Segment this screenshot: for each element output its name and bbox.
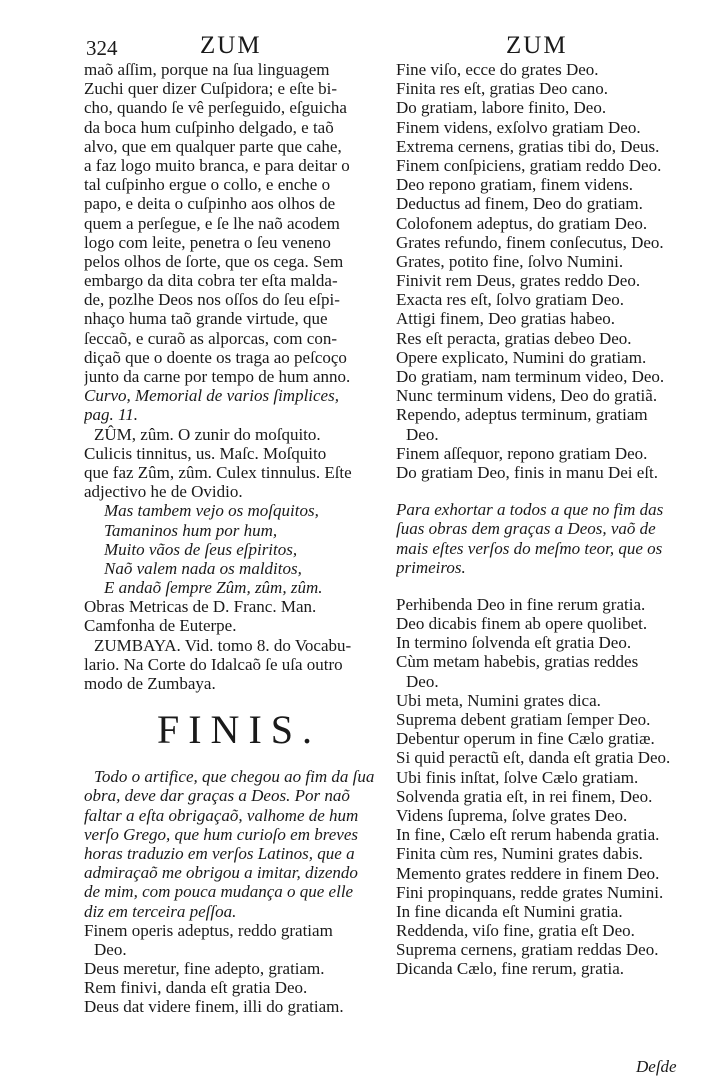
latin-line: Extrema cernens, gratias tibi do, Deus. xyxy=(396,136,660,156)
catchword: Deſde xyxy=(636,1057,677,1076)
latin-line: Suprema debent gratiam ſemper Deo. xyxy=(396,710,651,729)
latin-line: Finita res eſt, gratias Deo cano. xyxy=(396,79,608,99)
verse-source xyxy=(84,597,394,635)
latin-line: Perhibenda Deo in fine rerum gratia. xyxy=(396,594,646,614)
latin-verses-b xyxy=(396,595,682,979)
latin-line: Suprema cernens, gratiam reddas Deo. xyxy=(396,940,659,960)
latin-line: Finita cùm res, Numini grates dabis. xyxy=(396,844,643,864)
latin-line: Dicanda Cælo, fine rerum, gratia. xyxy=(396,959,625,979)
latin-line: Cùm metam habebis, gratias reddes xyxy=(396,652,639,672)
latin-verses-left xyxy=(84,921,394,1017)
text-line: horas traduzio em verſos Latinos, que a xyxy=(84,843,355,863)
latin-line: In fine dicanda eſt Numini gratia. xyxy=(396,901,623,921)
text-line: da boca hum cuſpinho delgado, e taõ xyxy=(84,117,334,137)
latin-line: Grates refundo, finem conſecutus, Deo. xyxy=(396,232,664,252)
latin-line: In termino ſolvenda eſt gratia Deo. xyxy=(396,633,632,653)
citation-line: Curvo, Memorial de varios ſimplices, xyxy=(84,386,339,406)
entry-headword-line: ZUMBAYA. Vid. tomo 8. do Vocabu- xyxy=(94,635,352,655)
latin-line: Deductus ad finem, Deo do gratiam. xyxy=(396,194,643,214)
text-line: Culicis tinnitus, us. Maſc. Moſquito xyxy=(84,443,327,463)
latin-line: Exacta res eſt, ſolvo gratiam Deo. xyxy=(396,290,624,310)
text-line: adjectivo he de Ovidio. xyxy=(84,482,243,502)
latin-line: Si quid peractũ eſt, danda eſt gratia Deo. xyxy=(396,748,671,768)
latin-line: Colofonem adeptus, do gratiam Deo. xyxy=(396,213,648,233)
entry-headword-line: ZÛM, zûm. O zunir do moſquito. xyxy=(94,424,321,444)
text-line: obra, deve dar graças a Deos. Por naõ xyxy=(84,786,350,806)
latin-line: Ubi finis inſtat, ſolve Cælo gratiam. xyxy=(396,767,639,787)
text-line: admiraçaõ me obrigou a imitar, dizendo xyxy=(84,863,358,883)
text-line: lario. Na Corte do Idalcaõ ſe uſa outro xyxy=(84,654,343,674)
running-head-right: ZUM xyxy=(506,32,568,59)
latin-line: Deus dat videre finem, illi do gratiam. xyxy=(84,997,344,1017)
zuchi-entry xyxy=(84,60,394,425)
latin-line: Deo repono gratiam, finem videns. xyxy=(396,175,633,195)
finis-intro xyxy=(84,767,394,921)
latin-line: Finem operis adeptus, reddo gratiam xyxy=(84,920,333,940)
finis-title: FINIS. xyxy=(156,707,322,753)
text-line: modo de Zumbaya. xyxy=(84,674,216,693)
latin-line: Videns ſuprema, ſolve grates Deo. xyxy=(396,805,628,825)
text-line: Obras Metricas de D. Franc. Man. xyxy=(84,597,317,617)
latin-line: Attigi finem, Deo gratias habeo. xyxy=(396,309,616,329)
latin-line: Rependo, adeptus terminum, gratiam xyxy=(396,405,648,425)
latin-verses-a xyxy=(396,60,682,482)
latin-line: Deus meretur, fine adepto, gratiam. xyxy=(84,959,325,979)
latin-line: Nunc terminum videns, Deo do gratiã. xyxy=(396,386,658,406)
latin-line: Finem videns, exſolvo gratiam Deo. xyxy=(396,117,641,137)
text-line: diçaõ que o doente os traga ao peſcoço xyxy=(84,347,347,367)
latin-line: Opere explicato, Numini do gratiam. xyxy=(396,347,647,367)
text-line: logo com leite, penetra o ſeu veneno xyxy=(84,232,331,252)
text-line: faltar a eſta obrigaçaõ, valhome de hum xyxy=(84,805,359,825)
zum-entry xyxy=(84,425,394,502)
latin-line: Deo. xyxy=(406,671,439,691)
latin-line: Grates, potito fine, ſolvo Numini. xyxy=(396,251,624,271)
exhortation xyxy=(396,500,682,577)
latin-line: Do gratiam, nam terminum video, Deo. xyxy=(396,367,665,386)
text-line: que faz Zûm, zûm. Culex tinnulus. Eſte xyxy=(84,462,352,482)
latin-line: Memento grates reddere in finem Deo. xyxy=(396,863,660,883)
text-line: Todo o artifice, que chegou ao fim da ſua xyxy=(94,767,375,787)
latin-line: Deo. xyxy=(94,939,127,959)
latin-line: Do gratiam, labore finito, Deo. xyxy=(396,98,607,118)
latin-line: Rem finivi, danda eſt gratia Deo. xyxy=(84,978,308,998)
text-line: embargo da dita cobra ter eſta malda- xyxy=(84,271,338,291)
latin-line: Ubi meta, Numini grates dica. xyxy=(396,690,601,710)
text-line: papo, e deita o cuſpinho aos olhos de xyxy=(84,194,336,214)
text-line: de, pozlhe Deos nos oſſos do ſeu eſpi- xyxy=(84,290,340,310)
text-line: ſeccaõ, e curaõ as alporcas, com con- xyxy=(84,328,337,348)
text-line: tal cuſpinho ergue o collo, e enche o xyxy=(84,175,331,195)
text-line: Para exhortar a todos a que no fim das xyxy=(396,500,664,520)
latin-line: Reddenda, viſo fine, gratia eſt Deo. xyxy=(396,921,635,941)
text-line: primeiros. xyxy=(396,557,466,577)
text-line: diz em terceira peſſoa. xyxy=(84,901,237,921)
latin-line: Finem aſſequor, repono gratiam Deo. xyxy=(396,443,648,463)
text-line: de mim, com pouca mudança o que elle xyxy=(84,882,354,902)
citation-line: pag. 11. xyxy=(84,405,138,425)
spacer xyxy=(84,755,394,767)
latin-line: Deo. xyxy=(406,424,439,444)
text-line: pelos olhos de ſorte, que os cega. Sem xyxy=(84,251,344,271)
verse-quote xyxy=(84,501,394,597)
page-number: 324 xyxy=(86,36,118,60)
zumbaya-entry xyxy=(84,636,394,694)
text-line: quem a perſegue, e ſe lhe naõ acodem xyxy=(84,213,340,233)
left-column xyxy=(84,60,394,1017)
text-line: a faz logo muito branca, e para deitar o xyxy=(84,155,350,175)
latin-line: In fine, Cælo eſt rerum habenda gratia. xyxy=(396,825,660,845)
running-head-left: ZUM xyxy=(200,32,262,59)
verse-line: Mas tambem vejo os moſquitos, xyxy=(104,501,319,521)
verse-line: Muito vãos de ſeus eſpiritos, xyxy=(104,539,298,559)
text-line: cho, quando ſe vê perſeguido, eſguicha xyxy=(84,98,347,118)
spacer xyxy=(396,577,682,595)
right-column xyxy=(396,60,682,979)
latin-line: Res eſt peracta, gratias debeo Deo. xyxy=(396,328,632,348)
spacer xyxy=(84,693,394,705)
latin-line: Finem conſpiciens, gratiam reddo Deo. xyxy=(396,155,662,175)
latin-line: Fine viſo, ecce do grates Deo. xyxy=(396,60,599,79)
latin-line: Do gratiam Deo, finis in manu Dei eſt. xyxy=(396,462,659,482)
text-line: mais eſtes verſos do meſmo teor, que os xyxy=(396,538,663,558)
verse-line: Naõ valem nada os malditos, xyxy=(104,558,302,578)
latin-line: Finivit rem Deus, grates reddo Deo. xyxy=(396,271,641,291)
text-line: maõ aſſim, porque na ſua linguagem xyxy=(84,60,330,79)
latin-line: Fini propinquans, redde grates Numini. xyxy=(396,882,664,902)
text-line: junto da carne por tempo de hum anno. xyxy=(84,367,351,386)
text-line: alvo, que em qualquer parte que cahe, xyxy=(84,136,342,156)
text-line: ſuas obras dem graças a Deos, vaõ de xyxy=(396,519,656,539)
latin-line: Deo dicabis finem ab opere quolibet. xyxy=(396,614,648,634)
text-line: Camfonha de Euterpe. xyxy=(84,616,237,636)
text-line: nhaço huma taõ grande virtude, que xyxy=(84,309,328,329)
verse-line: Tamaninos hum por hum, xyxy=(104,520,278,540)
text-line: verſo Grego, que hum curioſo em breves xyxy=(84,824,358,844)
text-line: Zuchi quer dizer Cuſpidora; e eſte bi- xyxy=(84,79,338,99)
latin-line: Debentur operum in fine Cælo gratiæ. xyxy=(396,729,655,749)
verse-line: E andaõ ſempre Zûm, zûm, zûm. xyxy=(104,578,323,598)
latin-line: Solvenda gratia eſt, in rei finem, Deo. xyxy=(396,786,653,806)
spacer xyxy=(396,482,682,500)
